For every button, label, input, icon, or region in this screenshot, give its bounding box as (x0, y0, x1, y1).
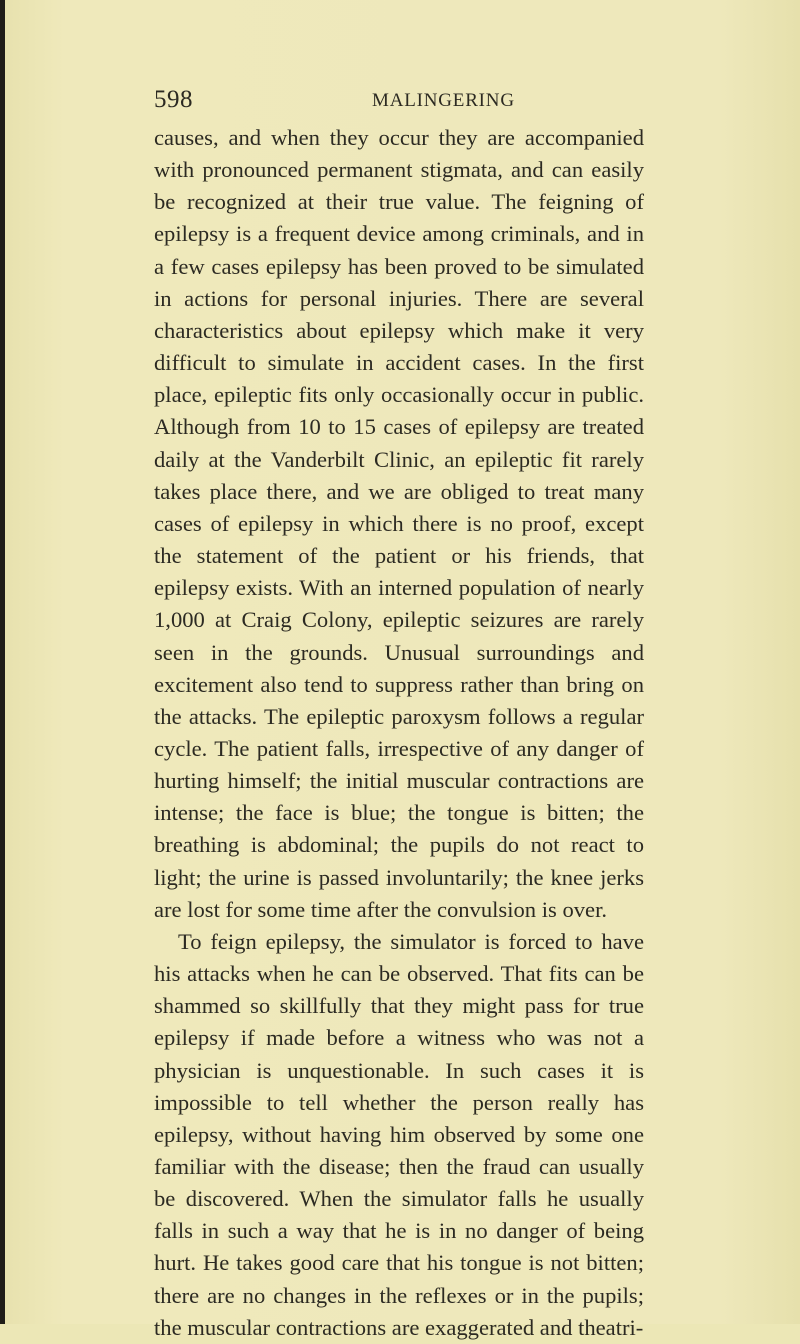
page-header (154, 86, 644, 118)
paragraph-2: To feign epilepsy, the simulator is forced to have his attacks when he can be observed. That fits can be shammed so skillfully that they might pass for true epilepsy if made before a witness who was not a physician is unquestionable. In such cases it is impossible to tell whether the person really has epilepsy, without having him observed by some one familiar with the disease; then the fraud can usually be discovered. When the simulator falls he usually falls in such a way that he is in no danger of being hurt. He takes good care that his tongue is not bitten; there are no changes in the reflexes or in the pupils; the muscular contractions are exaggerated and theatri- (154, 928, 644, 1340)
running-head: MALINGERING (372, 90, 515, 111)
page-edge-shadow (0, 0, 5, 1324)
page-number: 598 (154, 86, 193, 113)
paragraph-1: causes, and when they occur they are accompanied with pronounced permanent stigmata, and can easily be recognized at their true value. The feigning of epilepsy is a frequent device among criminals, and in a few cases epilepsy has been proved to be simulated in actions for personal injuries. There are several characteristics about epilepsy which make it very difficult to simulate in accident cases. In the first place, epileptic fits only occasionally occur in public. Although from 10 to 15 cases of epilepsy are treated daily at the Vanderbilt Clinic, an epileptic fit rarely takes place there, and we are obliged to treat many cases of epilepsy in which there is no proof, except the statement of the patient or his friends, that epilepsy exists. With an interned population of nearly 1,000 at Craig Colony, epileptic seizures are rarely seen in the grounds. Unusual surroundings and excitement also tend to suppress rather than bring on the attacks. The epileptic paroxysm follows a regular cycle. The patient falls, irrespective of any danger of hurting himself; the initial muscular contractions are intense; the face is blue; the tongue is bitten; the breathing is abdominal; the pupils do not react to light; the urine is passed involuntarily; the knee jerks are lost for some time after the convulsion is over. (154, 125, 644, 922)
body-text (154, 122, 644, 1344)
